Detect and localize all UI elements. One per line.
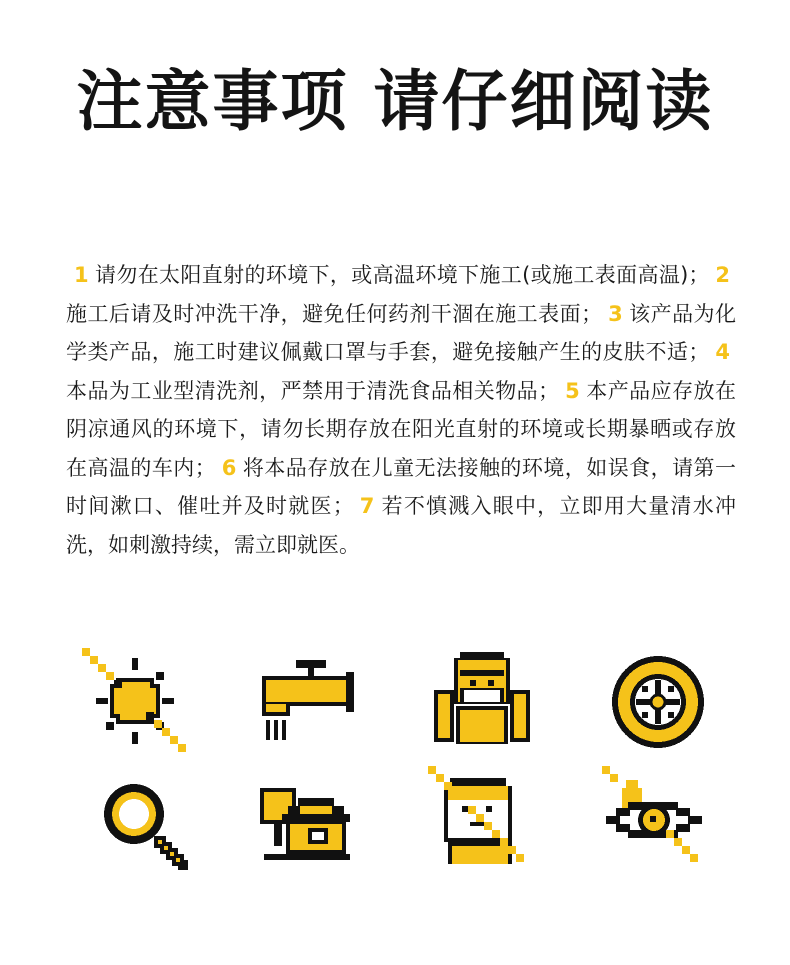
water-tap-icon	[258, 648, 362, 752]
note-text-4: 本品为工业型清洗剂，严禁用于清洗食品相关物品；	[66, 378, 560, 403]
note-text-1: 请勿在太阳直射的环境下，或高温环境下施工(或施工表面高温)；	[94, 263, 710, 287]
no-sun-icon	[82, 648, 186, 752]
note-number-7: 7	[359, 494, 375, 518]
magnifier-icon	[96, 780, 200, 884]
wheel-icon	[606, 650, 710, 754]
mask-gloves-icon	[430, 648, 534, 752]
note-number-5: 5	[565, 378, 580, 403]
note-number-4: 4	[715, 340, 730, 364]
note-text-2: 施工后请及时冲洗干净，避免任何药剂干涸在施工表面；	[66, 301, 603, 326]
note-number-6: 6	[221, 455, 237, 480]
note-text-3: 该产品为化学类产品，施工时建议佩戴口罩与手套，避免接触产生的皮肤不适；	[66, 301, 737, 364]
note-number-1: 1	[74, 263, 89, 287]
house-icon	[256, 776, 360, 880]
note-text-6: 将本品存放在儿童无法接触的环境，如误食，请第一时间漱口、催吐并及时就医；	[66, 455, 737, 518]
note-number-2: 2	[715, 263, 730, 287]
note-text-7: 若不慎溅入眼中，立即用大量清水冲洗，如刺激持续，需立即就医。	[66, 494, 737, 557]
notes-paragraph	[66, 256, 736, 564]
note-number-3: 3	[608, 301, 623, 326]
note-text-5: 本产品应存放在阴凉通风的环境下，请勿长期存放在阳光直射的环境或长期暴晒或存放在高温的车内；	[66, 378, 737, 480]
page-title: 注意事项 请仔细阅读	[76, 63, 714, 140]
no-eye-icon	[602, 766, 706, 870]
no-child-icon	[428, 766, 532, 870]
